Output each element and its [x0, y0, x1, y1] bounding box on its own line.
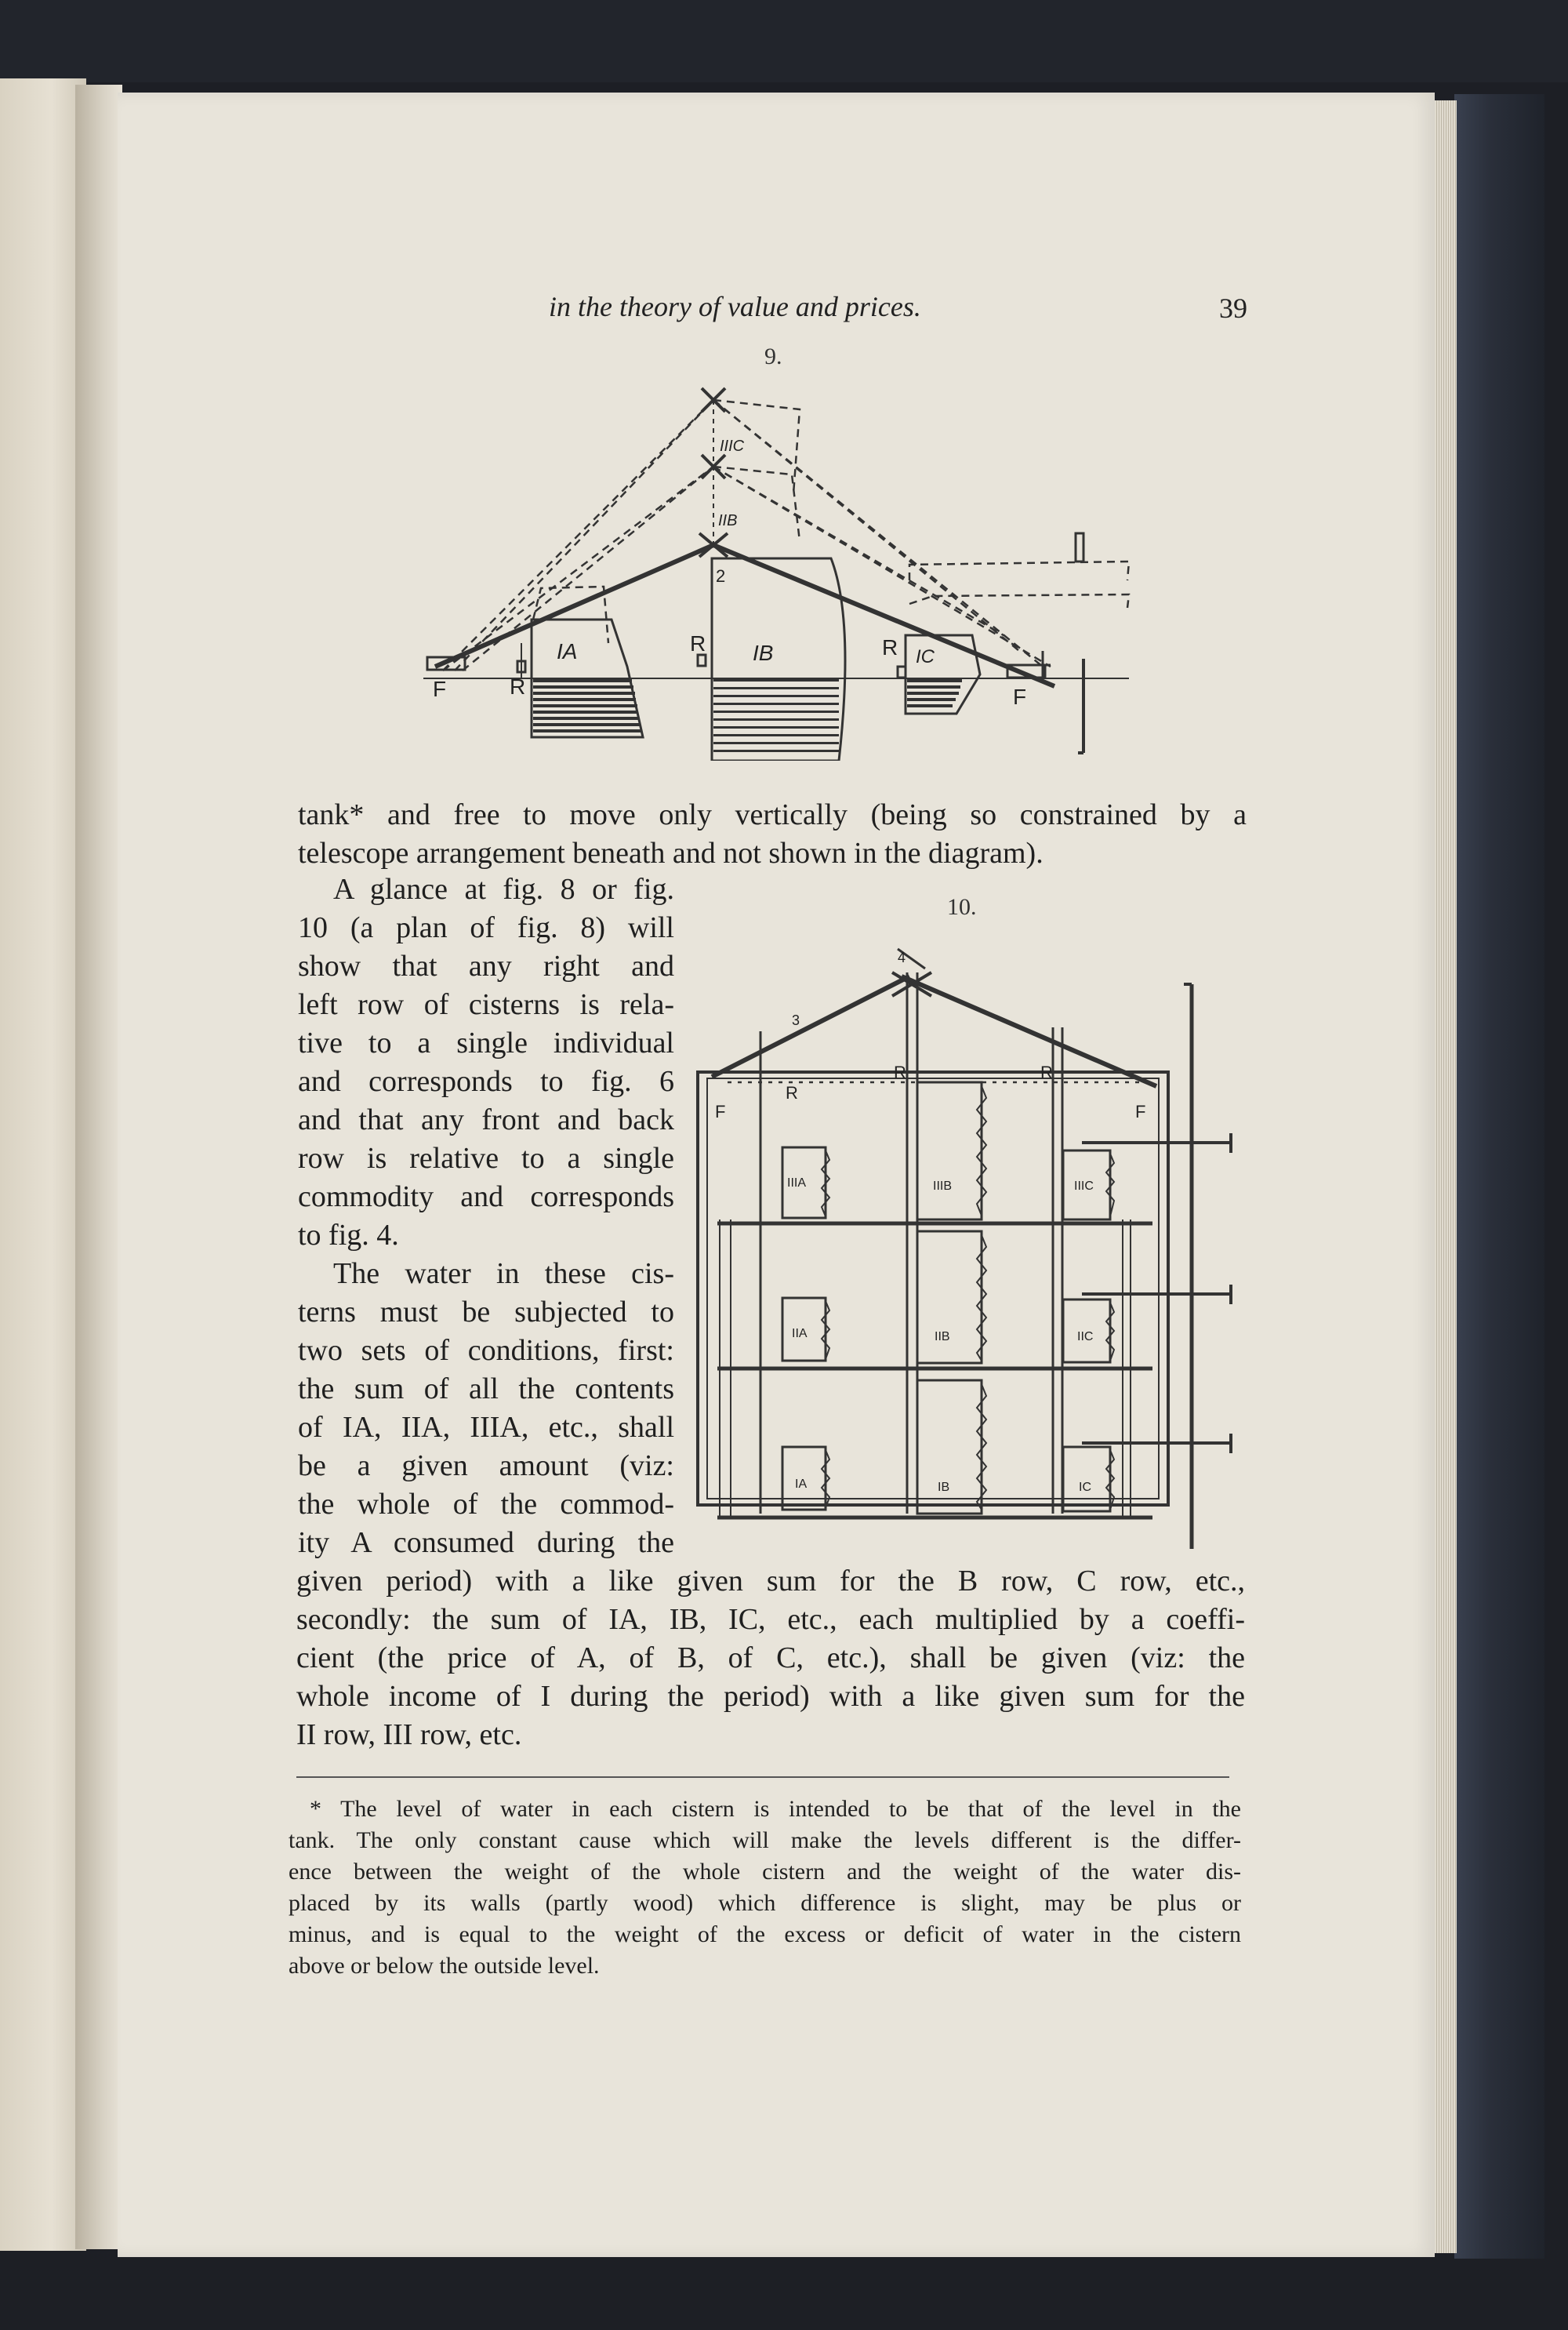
footnote-line-4: placed by its walls (partly wood) which difference is slight, may be plus or [289, 1890, 1241, 1916]
glance-line-9: commodity and corresponds [298, 1180, 674, 1213]
fig10-label-ib: IB [938, 1481, 950, 1494]
fig10-label-r3: R [1040, 1063, 1053, 1082]
fig10-label-iiib: IIIB [933, 1180, 953, 1193]
water-line-6: be a given amount (viz: [298, 1449, 674, 1482]
figure-10-number: 10. [947, 894, 977, 920]
full-line-5: II row, III row, etc. [296, 1718, 522, 1751]
book-cover-edge [1454, 94, 1544, 2259]
tank-ib-water [713, 679, 839, 752]
fig9-label-ia: IA [557, 639, 578, 663]
fig9-label-f-left: F [433, 677, 447, 701]
glance-line-10: to fig. 4. [298, 1219, 399, 1252]
figure-9-diagram [416, 384, 1152, 761]
fig9-label-r2: R [882, 635, 898, 660]
fig10-label-r2: R [894, 1063, 906, 1082]
full-line-1: given period) with a like given sum for the B row, C row, etc., [296, 1565, 1245, 1598]
fig9-label-ib: IB [753, 641, 774, 665]
intro-line-2: telescope arrangement beneath and not shown in the diagram). [298, 837, 1044, 870]
fig9-label-iiic: IIIC [720, 438, 745, 455]
water-line-4: the sum of all the contents [298, 1372, 674, 1405]
fig9-label-ic: IC [916, 646, 935, 667]
water-line-8: ity A consumed during the [298, 1526, 674, 1559]
fig10-label-f-right: F [1135, 1102, 1146, 1121]
page-number: 39 [1219, 293, 1247, 324]
book-gutter [75, 85, 122, 2249]
water-line-1: The water in these cis- [333, 1257, 674, 1290]
footnote-rule [296, 1776, 1229, 1778]
fig10-label-iic: IIC [1077, 1330, 1094, 1343]
tank-ia-water [533, 679, 641, 732]
fig9-label-f-right: F [1013, 685, 1027, 709]
fig10-label-iia: IIA [792, 1327, 808, 1340]
full-line-4: whole income of I during the period) with a like given sum for the [296, 1680, 1245, 1713]
footnote-line-5: minus, and is equal to the weight of the excess or deficit of water in the cistern [289, 1921, 1241, 1947]
glance-line-4: left row of cisterns is rela- [298, 988, 674, 1021]
water-line-5: of IA, IIA, IIIA, etc., shall [298, 1411, 674, 1444]
figure-9-number: 9. [764, 344, 782, 369]
water-line-3: two sets of conditions, first: [298, 1334, 674, 1367]
fig10-label-iiia: IIIA [787, 1176, 807, 1190]
fig10-label-iib: IIB [935, 1330, 950, 1343]
full-line-3: cient (the price of A, of B, of C, etc.), shall be given (viz: the [296, 1641, 1245, 1674]
left-page-edge [0, 78, 86, 2251]
fig10-label-ia: IA [795, 1478, 808, 1491]
book-cover-top [0, 0, 1568, 82]
glance-line-6: and corresponds to fig. 6 [298, 1065, 674, 1098]
fig9-label-r1: R [690, 631, 706, 656]
fig10-label-f-left: F [715, 1102, 726, 1121]
footnote-line-2: tank. The only constant cause which will make the levels different is the differ- [289, 1827, 1241, 1853]
glance-line-5: tive to a single individual [298, 1027, 674, 1060]
footnote-line-1: * The level of water in each cistern is intended to be that of the level in the [310, 1796, 1241, 1822]
glance-line-7: and that any front and back [298, 1103, 674, 1136]
page-stack-edge [1435, 100, 1457, 2253]
fig10-label-r1: R [786, 1083, 798, 1103]
water-line-2: terns must be subjected to [298, 1296, 674, 1329]
fig10-label-3: 3 [792, 1012, 800, 1028]
figure-10-diagram [690, 937, 1254, 1557]
intro-line-1: tank* and free to move only vertically (being so constrained by a [298, 798, 1247, 831]
glance-line-1: A glance at fig. 8 or fig. [333, 873, 674, 906]
glance-line-2: 10 (a plan of fig. 8) will [298, 911, 674, 944]
footnote-line-6: above or below the outside level. [289, 1953, 600, 1979]
fig9-label-iib: IIB [718, 512, 738, 529]
fig10-label-4: 4 [898, 950, 906, 965]
glance-line-8: row is relative to a single [298, 1142, 674, 1175]
water-line-7: the whole of the commod- [298, 1488, 674, 1521]
tank-ic-water [907, 679, 962, 707]
glance-line-3: show that any right and [298, 950, 674, 983]
fig9-label-r3: R [510, 674, 526, 699]
full-line-2: secondly: the sum of IA, IB, IC, etc., each multiplied by a coeffi- [296, 1603, 1245, 1636]
running-title: in the theory of value and prices. [549, 291, 921, 322]
fig10-label-iiic: IIIC [1074, 1180, 1094, 1193]
fig9-label-2: 2 [716, 566, 726, 586]
footnote-line-3: ence between the weight of the whole cistern and the weight of the water dis- [289, 1859, 1241, 1885]
fig10-label-ic: IC [1079, 1481, 1091, 1494]
